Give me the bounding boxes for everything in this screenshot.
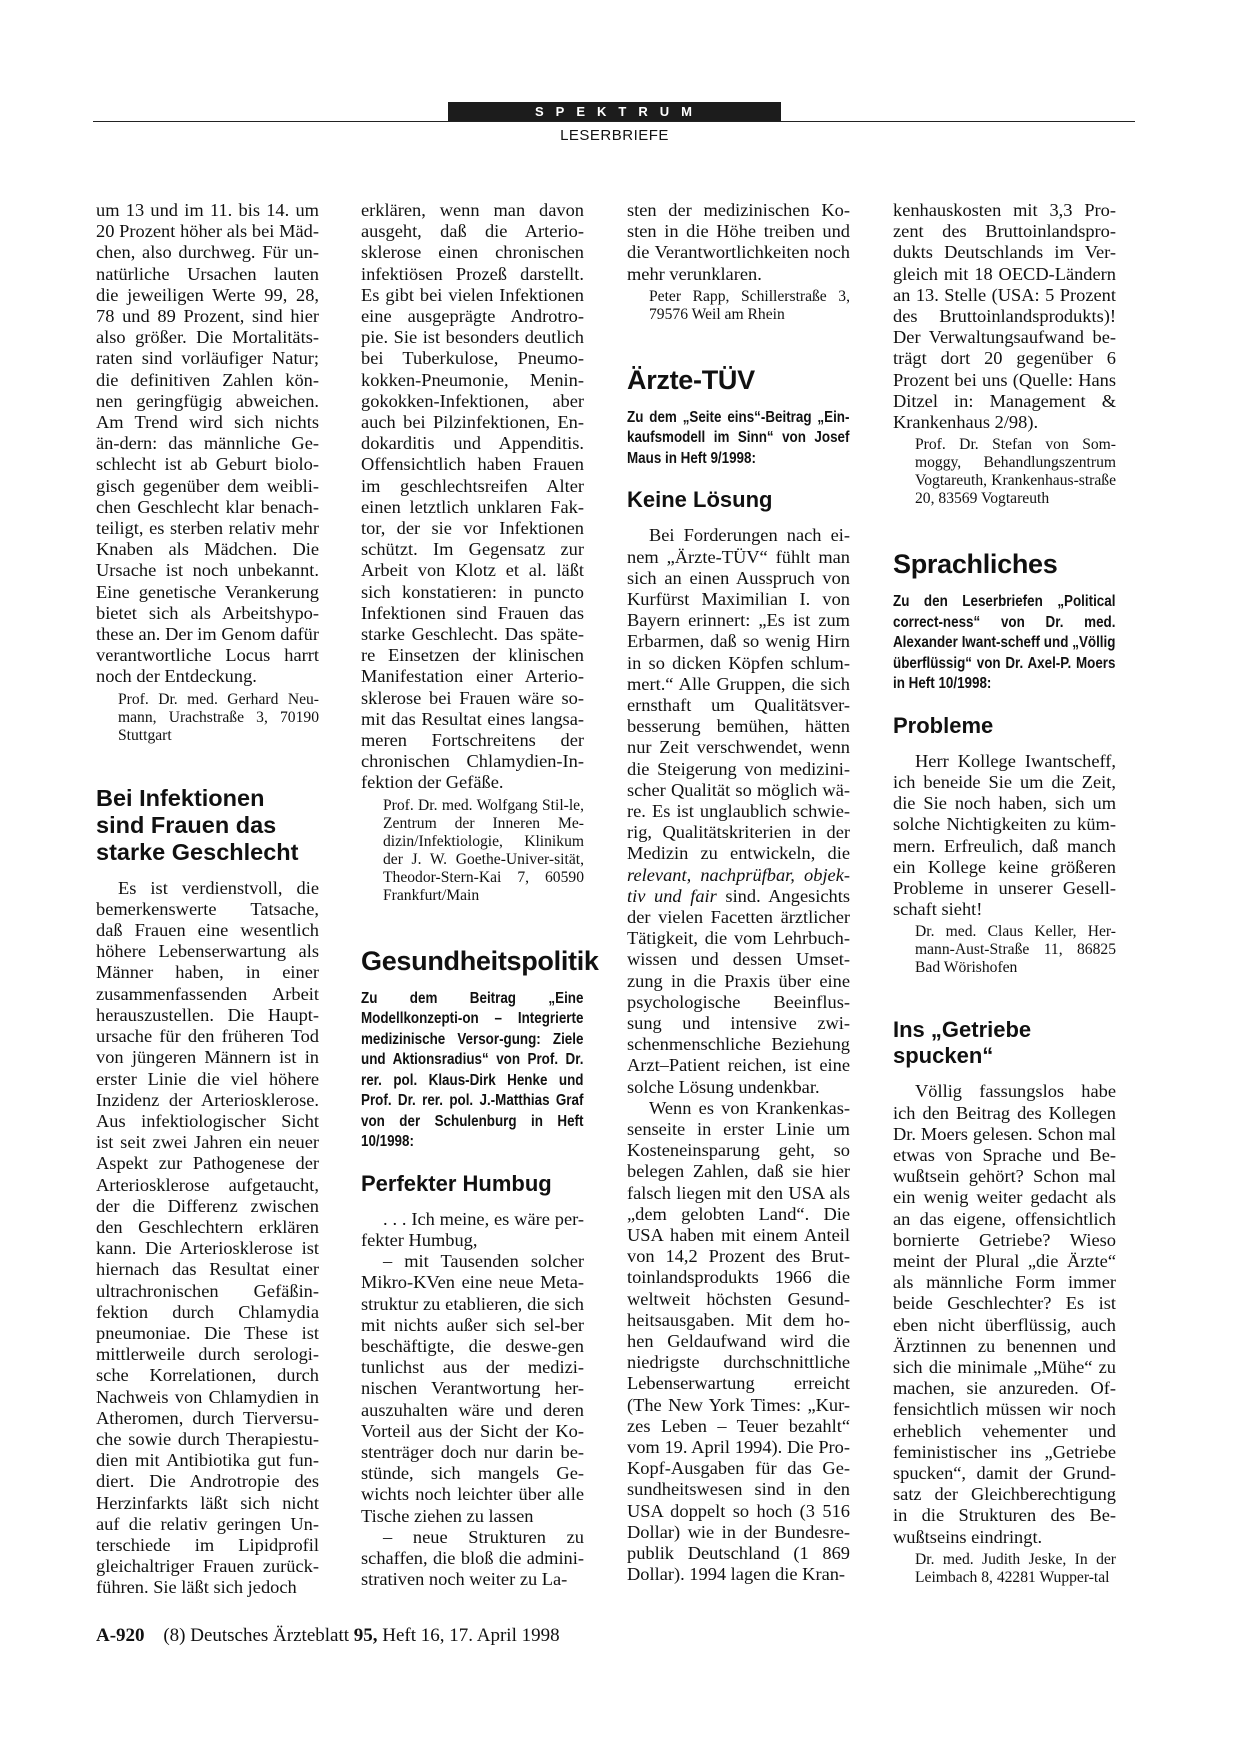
reference-lead: Zu dem Beitrag „Eine Modellkonzepti-on – Integrierte medizinische Versor-gung: Ziele und Aktionsradius“ von Prof. Dr. rer. pol. Klaus-Dirk Henke und Prof. Dr. rer. pol. J.-Matthias Graf von der Schulenburg in Heft 10/1998: bbox=[361, 989, 584, 1151]
page-number: A-920 bbox=[96, 1625, 145, 1646]
topic-heading: Ärzte-TÜV bbox=[627, 364, 755, 395]
reference-lead: Zu dem „Seite eins“-Beitrag „Ein-kaufsmodell im Sinn“ von Josef Maus in Heft 9/1998: bbox=[627, 408, 850, 467]
column-3 bbox=[627, 200, 850, 1585]
letter-signature: Dr. med. Claus Keller, Her-mann-Aust-Straße 11, 86825 Bad Wörishofen bbox=[915, 923, 1116, 977]
letter-body: – neue Strukturen zu schaffen, die bloß die admini-strativen noch weiter zu La- bbox=[361, 1526, 584, 1590]
letter-body: sten der medizinischen Ko-sten in die Höhe treiben und die Verantwortlichkeiten noch mehr verunklaren. bbox=[627, 200, 850, 284]
letter-body: Völlig fassungslos habe ich den Beitrag des Kollegen Dr. Moers gelesen. Schon mal etwas von Sprache und Be-wußtsein gehört? Schon mal ein wenig weiter gedacht als an das eigene, offensichtlich bornierte Getriebe? Wieso meint der Plural „die Ärzte“ als männliche Form immer beide Geschlechter? Es ist eben nicht überflüssig, auch Ärztinnen zu benennen und sich die minimale „Mühe“ zu machen, sie anzureden. Of-fensichtlich müssen wir noch erheblich vehementer und feministischer ins „Getriebe spucken“, damit der Grund-satz der Gleichberechtigung in die Strukturen des Be-wußtseins eindringt. bbox=[893, 1081, 1116, 1547]
letter-body: – mit Tausenden solcher Mikro-KVen eine neue Meta-struktur zu etablieren, die sich mit nichts außer sich sel-ber beschäftigte, die deswe-gen tunlichst aus der medizi-nischen Verantwortung her-auszuhalten wäre und deren Vorteil aus der Sicht der Ko-stenträger doch nur darin be-stünde, sich mangels Ge-wichts noch leichter über alle Tische ziehen zu lassen bbox=[361, 1251, 584, 1526]
topic-heading: Gesundheitspolitik bbox=[361, 945, 599, 976]
letter-heading: Perfekter Humbug bbox=[361, 1170, 552, 1196]
letter-signature: Dr. med. Judith Jeske, In der Leimbach 8, 42281 Wupper-tal bbox=[915, 1550, 1116, 1586]
letter-body: um 13 und im 11. bis 14. um 20 Prozent höher als bei Mäd-chen, also durchweg. Für un-natürliche Ursachen lauten die jeweiligen Werte 99, 28, 78 und 89 Prozent, sind hier also größer. Die Mortalitäts-raten sind vorläufiger Natur; die definitiven Zahlen kön-nen geringfügig abweichen. Am Trend wird sich nichts än-dern: das männliche Ge-schlecht ist ab Geburt biolo-gisch gegenüber dem weibli-chen Geschlecht klar benach-teiligt, es sterben relativ mehr Knaben als Mädchen. Die Ursache ist noch unbekannt. Eine genetische Verankerung bietet sich als Arbeitshypo-these an. Der im Genom dafür verantwortliche Locus harrt noch der Entdeckung. bbox=[96, 200, 319, 687]
section-title: SPEKTRUM bbox=[535, 104, 704, 119]
letter-signature: Prof. Dr. Stefan von Som-moggy, Behandlungszentrum Vogtareuth, Krankenhaus-straße 20, 83569 Vogtareuth bbox=[915, 436, 1116, 508]
page-footer bbox=[96, 1625, 560, 1647]
section-header-bar bbox=[448, 102, 781, 121]
letter-body: Wenn es von Krankenkas-senseite in erster Linie um Kosteneinsparung geht, so belegen Zahlen, daß sie hier falsch liegen mit den USA als „dem gelobten Land“. Die USA haben mit einem Anteil von 14,2 Prozent des Brut-toinlandsprodukts 1966 die weltweit höchsten Gesund-heitsausgaben. Mit dem ho-hen Geldaufwand wird die niedrigste durchschnittliche Lebenserwartung erreicht (The New York Times: „Kur-zes Leben – Teuer bezahlt“ vom 19. April 1994). Die Pro-Kopf-Ausgaben für das Ge-sundheitswesen sind in den USA doppelt so hoch (3 516 Dollar) wie in der Bundesre-publik Deutschland (1 869 Dollar). 1994 lagen die Kran- bbox=[627, 1097, 850, 1585]
column-1 bbox=[96, 200, 319, 1599]
journal-name: (8) Deutsches Ärzteblatt bbox=[163, 1625, 350, 1646]
column-4 bbox=[893, 200, 1116, 1587]
letter-body: Es ist verdienstvoll, die bemerkenswerte Tatsache, daß Frauen eine wesentlich höhere Lebenserwartung als Männer haben, in einer zusammenfassenden Arbeit herauszustellen. Die Haupt-ursache für den früheren Tod von jüngeren Männern ist in erster Linie die viel höhere Inzidenz der Arteriosklerose. Aus infektiologischer Sicht ist seit zwei Jahren ein neuer Aspekt zur Pathogenese der Arteriosklerose aufgetaucht, der die Differenz zwischen den Geschlechtern erklären kann. Die Arteriosklerose ist hiernach das Resultat einer ultrachronischen Gefäßin-fektion durch Chlamydia pneumoniae. Die These ist mittlerweile durch serologi-sche Korrelationen, durch Nachweis von Chlamydien in Atheromen, durch Tierversu-che sowie durch Therapiestu-dien mit Antibiotika gut fun-diert. Die Androtropie des Herzinfarkts läßt sich nicht auf die relativ geringen Un-terschiede im Lipidprofil gleichaltriger Frauen zurück-führen. Sie läßt sich jedoch bbox=[96, 877, 319, 1598]
letter-body bbox=[627, 525, 850, 1097]
letter-heading: Bei Infektionen sind Frauen das starke Geschlecht bbox=[96, 784, 299, 865]
body-emphasis: relevant, nachprüfbar, objek-tiv und fair bbox=[627, 864, 850, 906]
journal-volume: 95, bbox=[353, 1625, 378, 1646]
letter-body: kenhauskosten mit 3,3 Pro-zent des Bruttoinlandspro-dukts Deutschlands im Ver-gleich mit 18 OECD-Ländern an 13. Stelle (USA: 5 Prozent des Bruttoinlandsprodukts)! Der Verwaltungsaufwand be-trägt dort 20 gegenüber 6 Prozent bei uns (Quelle: Hans Ditzel in: Management & Krankenhaus 2/98). bbox=[893, 200, 1116, 433]
body-text: Bei Forderungen nach ei-nem „Ärzte-TÜV“ fühlt man sich an einen Ausspruch von Kurfürst Maximilian I. von Bayern erinnert: „Es ist zum Erbarmen, daß so wenig Hirn in so dicken Köpfen schlum-mert.“ Alle Gruppen, die sich ernsthaft um Qualitätsver-besserung bemühen, hätten nur Zeit verschwendet, wenn die Steigerung von medizini-scher Qualität so möglich wä-re. Es ist unglaublich schwie-rig, Qualitätskriterien in der Medizin zu entwickeln, die bbox=[627, 525, 850, 864]
column-2 bbox=[361, 200, 599, 1590]
letter-signature: Peter Rapp, Schillerstraße 3, 79576 Weil am Rhein bbox=[649, 287, 850, 323]
header-rule bbox=[93, 121, 1135, 122]
letter-signature: Prof. Dr. med. Gerhard Neu-mann, Urachstraße 3, 70190 Stuttgart bbox=[118, 690, 319, 744]
letter-signature: Prof. Dr. med. Wolfgang Stil-le, Zentrum der Inneren Me-dizin/Infektiologie, Klinikum der J. W. Goethe-Univer-sität, Theodor-Stern-Kai 7, 60590 Frankfurt/Main bbox=[383, 796, 584, 904]
topic-heading: Sprachliches bbox=[893, 549, 1058, 580]
letter-heading: Ins „Getriebe spucken“ bbox=[893, 1017, 1032, 1069]
subsection-label: LESERBRIEFE bbox=[560, 127, 669, 144]
letter-body: Herr Kollege Iwantscheff, ich beneide Sie um die Zeit, die Sie noch haben, sich um solche Nichtigkeiten zu küm-mern. Erfreulich, daß manch ein Kollege keine größeren Probleme in unserer Gesell-schaft sieht! bbox=[893, 750, 1116, 920]
letter-heading: Keine Lösung bbox=[627, 487, 773, 513]
reference-lead: Zu den Leserbriefen „Political correct-ness“ von Dr. med. Alexander Iwant-scheff und „Völlig überflüssig“ von Dr. Axel-P. Moers in Heft 10/1998: bbox=[893, 593, 1116, 693]
body-text: sind. Angesichts der vielen Facetten ärztlicher Tätigkeit, die vom Lehrbuch-wissen und dessen Umset-zung in die Praxis über eine psychologische Beeinflus-sung und intensive zwi-schenmenschliche Beziehung Arzt–Patient reichen, ist eine solche Lösung undenkbar. bbox=[627, 885, 850, 1097]
letter-heading: Probleme bbox=[893, 712, 994, 738]
letter-body: . . . Ich meine, es wäre per-fekter Humbug, bbox=[361, 1208, 584, 1250]
letter-body: erklären, wenn man davon ausgeht, daß die Arterio-sklerose einen chronischen infektiösen Prozeß darstellt. Es gibt bei vielen Infektionen eine ausgeprägte Androtro-pie. Sie ist besonders deutlich bei Tuberkulose, Pneumo-kokken-Pneumonie, Menin-gokokken-Infektionen, aber auch bei Pilzinfektionen, En-dokarditis und Appenditis. Offensichtlich haben Frauen im geschlechtsreifen Alter einen letztlich unklaren Fak-tor, der sie vor Infektionen schützt. Im Gegensatz zur Arbeit von Klotz et al. läßt sich konstatieren: in puncto Infektionen sind Frauen das starke Geschlecht. Das späte-re Einsetzen der klinischen Manifestation einer Arterio-sklerose bei Frauen wäre so-mit das Resultat eines langsa-meren Fortschreitens der chronischen Chlamydien-In-fektion der Gefäße. bbox=[361, 200, 584, 793]
journal-issue: Heft 16, 17. April 1998 bbox=[382, 1625, 560, 1646]
